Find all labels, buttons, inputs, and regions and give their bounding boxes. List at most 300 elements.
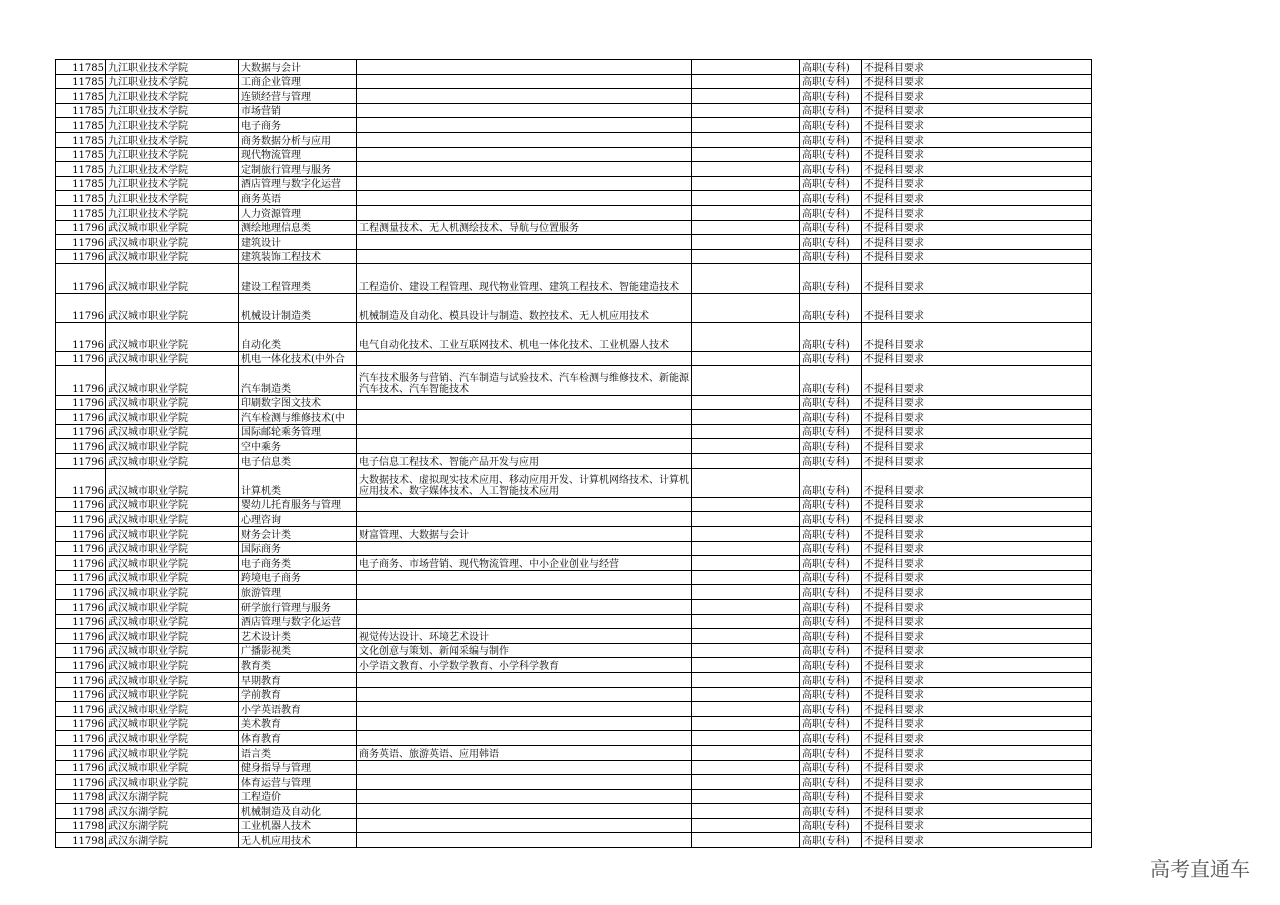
subject-requirement-cell: 不提科目要求	[862, 745, 1092, 760]
note-cell	[692, 293, 800, 322]
major-name-cell: 健身指导与管理	[239, 760, 357, 775]
subject-requirement-cell: 不提科目要求	[862, 103, 1092, 118]
level-cell: 高职(专科)	[800, 745, 862, 760]
included-majors-cell	[357, 789, 692, 804]
included-majors-cell	[357, 614, 692, 629]
school-name-cell: 武汉城市职业学院	[106, 220, 239, 235]
level-cell: 高职(专科)	[800, 74, 862, 89]
table-row	[56, 527, 1092, 542]
level-cell: 高职(专科)	[800, 585, 862, 600]
school-code-cell: 11796	[56, 293, 106, 322]
included-majors-cell	[357, 672, 692, 687]
table-row	[56, 702, 1092, 717]
major-name-cell: 测绘地理信息类	[239, 220, 357, 235]
school-code-cell: 11796	[56, 322, 106, 351]
note-cell	[692, 89, 800, 104]
major-name-cell: 艺术设计类	[239, 629, 357, 644]
school-code-cell: 11785	[56, 132, 106, 147]
subject-requirement-cell: 不提科目要求	[862, 643, 1092, 658]
note-cell	[692, 833, 800, 848]
level-cell: 高职(专科)	[800, 176, 862, 191]
major-name-cell: 汽车制造类	[239, 366, 357, 395]
table-row	[56, 789, 1092, 804]
subject-requirement-cell: 不提科目要求	[862, 147, 1092, 162]
note-cell	[692, 118, 800, 133]
included-majors-cell: 电子商务、市场营销、现代物流管理、中小企业创业与经营	[357, 556, 692, 571]
table-row	[56, 585, 1092, 600]
table-row	[56, 235, 1092, 250]
major-name-cell: 连锁经营与管理	[239, 89, 357, 104]
school-name-cell: 武汉城市职业学院	[106, 541, 239, 556]
table-row	[56, 249, 1092, 264]
subject-requirement-cell: 不提科目要求	[862, 585, 1092, 600]
note-cell	[692, 74, 800, 89]
note-cell	[692, 629, 800, 644]
table-row	[56, 804, 1092, 819]
included-majors-cell: 文化创意与策划、新闻采编与制作	[357, 643, 692, 658]
table-row	[56, 672, 1092, 687]
level-cell: 高职(专科)	[800, 249, 862, 264]
included-majors-cell: 小学语文教育、小学数学教育、小学科学教育	[357, 658, 692, 673]
included-majors-cell	[357, 818, 692, 833]
school-code-cell: 11796	[56, 570, 106, 585]
major-name-cell: 早期教育	[239, 672, 357, 687]
table-row	[56, 220, 1092, 235]
table-row	[56, 570, 1092, 585]
table-row	[56, 468, 1092, 497]
school-code-cell: 11796	[56, 497, 106, 512]
school-name-cell: 武汉城市职业学院	[106, 249, 239, 264]
school-name-cell: 武汉城市职业学院	[106, 556, 239, 571]
included-majors-cell	[357, 570, 692, 585]
table-row	[56, 424, 1092, 439]
school-code-cell: 11785	[56, 74, 106, 89]
table-row	[56, 351, 1092, 366]
major-name-cell: 体育运营与管理	[239, 775, 357, 790]
major-name-cell: 工商企业管理	[239, 74, 357, 89]
school-name-cell: 武汉东湖学院	[106, 804, 239, 819]
level-cell: 高职(专科)	[800, 599, 862, 614]
note-cell	[692, 60, 800, 75]
school-code-cell: 11796	[56, 585, 106, 600]
level-cell: 高职(专科)	[800, 687, 862, 702]
note-cell	[692, 818, 800, 833]
table-row	[56, 454, 1092, 469]
level-cell: 高职(专科)	[800, 497, 862, 512]
table-row	[56, 775, 1092, 790]
school-name-cell: 九江职业技术学院	[106, 191, 239, 206]
included-majors-cell	[357, 132, 692, 147]
major-name-cell: 旅游管理	[239, 585, 357, 600]
school-name-cell: 武汉城市职业学院	[106, 745, 239, 760]
table-row	[56, 132, 1092, 147]
note-cell	[692, 556, 800, 571]
subject-requirement-cell: 不提科目要求	[862, 833, 1092, 848]
note-cell	[692, 672, 800, 687]
level-cell: 高职(专科)	[800, 118, 862, 133]
subject-requirement-cell: 不提科目要求	[862, 731, 1092, 746]
school-code-cell: 11785	[56, 205, 106, 220]
level-cell: 高职(专科)	[800, 775, 862, 790]
school-name-cell: 九江职业技术学院	[106, 60, 239, 75]
level-cell: 高职(专科)	[800, 220, 862, 235]
school-name-cell: 武汉城市职业学院	[106, 629, 239, 644]
note-cell	[692, 454, 800, 469]
table-row	[56, 556, 1092, 571]
subject-requirement-cell: 不提科目要求	[862, 424, 1092, 439]
major-name-cell: 机电一体化技术(中外合	[239, 351, 357, 366]
school-code-cell: 11785	[56, 118, 106, 133]
table-row	[56, 264, 1092, 293]
note-cell	[692, 162, 800, 177]
included-majors-cell: 电子信息工程技术、智能产品开发与应用	[357, 454, 692, 469]
level-cell: 高职(专科)	[800, 103, 862, 118]
included-majors-cell: 电气自动化技术、工业互联网技术、机电一体化技术、工业机器人技术	[357, 322, 692, 351]
level-cell: 高职(专科)	[800, 162, 862, 177]
table-row	[56, 89, 1092, 104]
subject-requirement-cell: 不提科目要求	[862, 162, 1092, 177]
school-code-cell: 11798	[56, 833, 106, 848]
school-name-cell: 武汉东湖学院	[106, 818, 239, 833]
included-majors-cell	[357, 687, 692, 702]
level-cell: 高职(专科)	[800, 410, 862, 425]
table-row	[56, 439, 1092, 454]
table-row	[56, 658, 1092, 673]
major-name-cell: 印刷数字图文技术	[239, 395, 357, 410]
school-code-cell: 11796	[56, 745, 106, 760]
table-row	[56, 687, 1092, 702]
school-name-cell: 武汉城市职业学院	[106, 702, 239, 717]
school-code-cell: 11796	[56, 220, 106, 235]
level-cell: 高职(专科)	[800, 60, 862, 75]
table-row	[56, 541, 1092, 556]
level-cell: 高职(专科)	[800, 89, 862, 104]
included-majors-cell	[357, 599, 692, 614]
school-code-cell: 11785	[56, 103, 106, 118]
included-majors-cell	[357, 89, 692, 104]
level-cell: 高职(专科)	[800, 264, 862, 293]
table-row	[56, 205, 1092, 220]
school-name-cell: 武汉城市职业学院	[106, 366, 239, 395]
table-row	[56, 497, 1092, 512]
table-row	[56, 716, 1092, 731]
school-code-cell: 11785	[56, 176, 106, 191]
subject-requirement-cell: 不提科目要求	[862, 60, 1092, 75]
included-majors-cell	[357, 162, 692, 177]
level-cell: 高职(专科)	[800, 439, 862, 454]
note-cell	[692, 322, 800, 351]
note-cell	[692, 716, 800, 731]
included-majors-cell	[357, 191, 692, 206]
subject-requirement-cell: 不提科目要求	[862, 716, 1092, 731]
major-name-cell: 大数据与会计	[239, 60, 357, 75]
subject-requirement-cell: 不提科目要求	[862, 322, 1092, 351]
major-name-cell: 电子信息类	[239, 454, 357, 469]
included-majors-cell: 汽车技术服务与营销、汽车制造与试验技术、汽车检测与维修技术、新能源汽车技术、汽车智能技术	[357, 366, 692, 395]
note-cell	[692, 264, 800, 293]
included-majors-cell	[357, 60, 692, 75]
included-majors-cell	[357, 118, 692, 133]
note-cell	[692, 191, 800, 206]
major-name-cell: 汽车检测与维修技术(中	[239, 410, 357, 425]
major-name-cell: 机械制造及自动化	[239, 804, 357, 819]
school-name-cell: 武汉东湖学院	[106, 789, 239, 804]
table-row	[56, 60, 1092, 75]
school-code-cell: 11798	[56, 818, 106, 833]
note-cell	[692, 804, 800, 819]
major-name-cell: 空中乘务	[239, 439, 357, 454]
note-cell	[692, 220, 800, 235]
school-code-cell: 11796	[56, 672, 106, 687]
note-cell	[692, 760, 800, 775]
included-majors-cell: 大数据技术、虚拟现实技术应用、移动应用开发、计算机网络技术、计算机应用技术、数字媒体技术、人工智能技术应用	[357, 468, 692, 497]
school-code-cell: 11796	[56, 351, 106, 366]
included-majors-cell	[357, 541, 692, 556]
school-name-cell: 九江职业技术学院	[106, 118, 239, 133]
school-code-cell: 11785	[56, 147, 106, 162]
major-name-cell: 体育教育	[239, 731, 357, 746]
subject-requirement-cell: 不提科目要求	[862, 527, 1092, 542]
note-cell	[692, 424, 800, 439]
table-row	[56, 366, 1092, 395]
note-cell	[692, 541, 800, 556]
school-code-cell: 11796	[56, 658, 106, 673]
table-row	[56, 395, 1092, 410]
major-name-cell: 学前教育	[239, 687, 357, 702]
major-name-cell: 建筑装饰工程技术	[239, 249, 357, 264]
school-name-cell: 武汉城市职业学院	[106, 497, 239, 512]
major-name-cell: 建筑设计	[239, 235, 357, 250]
school-name-cell: 九江职业技术学院	[106, 74, 239, 89]
subject-requirement-cell: 不提科目要求	[862, 366, 1092, 395]
school-code-cell: 11796	[56, 731, 106, 746]
included-majors-cell	[357, 512, 692, 527]
table-row	[56, 512, 1092, 527]
major-name-cell: 机械设计制造类	[239, 293, 357, 322]
school-code-cell: 11796	[56, 556, 106, 571]
subject-requirement-cell: 不提科目要求	[862, 497, 1092, 512]
note-cell	[692, 775, 800, 790]
major-name-cell: 婴幼儿托育服务与管理	[239, 497, 357, 512]
level-cell: 高职(专科)	[800, 570, 862, 585]
major-name-cell: 心理咨询	[239, 512, 357, 527]
included-majors-cell	[357, 716, 692, 731]
major-name-cell: 酒店管理与数字化运营	[239, 614, 357, 629]
subject-requirement-cell: 不提科目要求	[862, 570, 1092, 585]
subject-requirement-cell: 不提科目要求	[862, 556, 1092, 571]
subject-requirement-cell: 不提科目要求	[862, 804, 1092, 819]
subject-requirement-cell: 不提科目要求	[862, 293, 1092, 322]
included-majors-cell: 商务英语、旅游英语、应用韩语	[357, 745, 692, 760]
school-name-cell: 武汉城市职业学院	[106, 322, 239, 351]
level-cell: 高职(专科)	[800, 235, 862, 250]
included-majors-cell	[357, 497, 692, 512]
school-name-cell: 九江职业技术学院	[106, 147, 239, 162]
school-name-cell: 武汉城市职业学院	[106, 570, 239, 585]
subject-requirement-cell: 不提科目要求	[862, 599, 1092, 614]
table-row	[56, 410, 1092, 425]
school-code-cell: 11796	[56, 527, 106, 542]
included-majors-cell	[357, 424, 692, 439]
school-name-cell: 武汉城市职业学院	[106, 293, 239, 322]
subject-requirement-cell: 不提科目要求	[862, 658, 1092, 673]
subject-requirement-cell: 不提科目要求	[862, 760, 1092, 775]
subject-requirement-cell: 不提科目要求	[862, 629, 1092, 644]
included-majors-cell	[357, 176, 692, 191]
table-row	[56, 614, 1092, 629]
subject-requirement-cell: 不提科目要求	[862, 818, 1092, 833]
included-majors-cell: 视觉传达设计、环境艺术设计	[357, 629, 692, 644]
school-code-cell: 11796	[56, 410, 106, 425]
school-code-cell: 11796	[56, 599, 106, 614]
school-name-cell: 武汉城市职业学院	[106, 468, 239, 497]
level-cell: 高职(专科)	[800, 366, 862, 395]
included-majors-cell: 财富管理、大数据与会计	[357, 527, 692, 542]
major-name-cell: 国际商务	[239, 541, 357, 556]
level-cell: 高职(专科)	[800, 395, 862, 410]
school-code-cell: 11796	[56, 468, 106, 497]
major-name-cell: 无人机应用技术	[239, 833, 357, 848]
table-row	[56, 322, 1092, 351]
level-cell: 高职(专科)	[800, 614, 862, 629]
major-name-cell: 国际邮轮乘务管理	[239, 424, 357, 439]
school-code-cell: 11796	[56, 716, 106, 731]
school-name-cell: 九江职业技术学院	[106, 162, 239, 177]
included-majors-cell	[357, 439, 692, 454]
level-cell: 高职(专科)	[800, 293, 862, 322]
school-name-cell: 武汉城市职业学院	[106, 672, 239, 687]
major-name-cell: 市场营销	[239, 103, 357, 118]
school-name-cell: 九江职业技术学院	[106, 132, 239, 147]
school-code-cell: 11785	[56, 89, 106, 104]
subject-requirement-cell: 不提科目要求	[862, 512, 1092, 527]
included-majors-cell	[357, 760, 692, 775]
major-name-cell: 计算机类	[239, 468, 357, 497]
school-code-cell: 11796	[56, 264, 106, 293]
note-cell	[692, 643, 800, 658]
note-cell	[692, 235, 800, 250]
school-name-cell: 武汉城市职业学院	[106, 527, 239, 542]
school-code-cell: 11796	[56, 541, 106, 556]
table-row	[56, 760, 1092, 775]
level-cell: 高职(专科)	[800, 804, 862, 819]
level-cell: 高职(专科)	[800, 527, 862, 542]
note-cell	[692, 687, 800, 702]
school-code-cell: 11798	[56, 804, 106, 819]
included-majors-cell	[357, 702, 692, 717]
included-majors-cell	[357, 585, 692, 600]
level-cell: 高职(专科)	[800, 789, 862, 804]
school-name-cell: 武汉城市职业学院	[106, 439, 239, 454]
school-name-cell: 武汉城市职业学院	[106, 454, 239, 469]
included-majors-cell	[357, 351, 692, 366]
subject-requirement-cell: 不提科目要求	[862, 74, 1092, 89]
school-code-cell: 11796	[56, 512, 106, 527]
subject-requirement-cell: 不提科目要求	[862, 132, 1092, 147]
level-cell: 高职(专科)	[800, 468, 862, 497]
school-code-cell: 11796	[56, 366, 106, 395]
school-code-cell: 11796	[56, 439, 106, 454]
included-majors-cell	[357, 147, 692, 162]
major-name-cell: 电子商务类	[239, 556, 357, 571]
table-row	[56, 103, 1092, 118]
major-name-cell: 研学旅行管理与服务	[239, 599, 357, 614]
school-code-cell: 11796	[56, 760, 106, 775]
major-name-cell: 财务会计类	[239, 527, 357, 542]
school-name-cell: 九江职业技术学院	[106, 89, 239, 104]
school-code-cell: 11796	[56, 424, 106, 439]
major-name-cell: 广播影视类	[239, 643, 357, 658]
school-name-cell: 九江职业技术学院	[106, 205, 239, 220]
school-name-cell: 武汉城市职业学院	[106, 410, 239, 425]
major-name-cell: 人力资源管理	[239, 205, 357, 220]
level-cell: 高职(专科)	[800, 147, 862, 162]
subject-requirement-cell: 不提科目要求	[862, 395, 1092, 410]
note-cell	[692, 614, 800, 629]
table-row	[56, 818, 1092, 833]
note-cell	[692, 410, 800, 425]
school-code-cell: 11796	[56, 775, 106, 790]
subject-requirement-cell: 不提科目要求	[862, 249, 1092, 264]
level-cell: 高职(专科)	[800, 322, 862, 351]
major-name-cell: 电子商务	[239, 118, 357, 133]
included-majors-cell	[357, 249, 692, 264]
subject-requirement-cell: 不提科目要求	[862, 614, 1092, 629]
table-row	[56, 147, 1092, 162]
major-name-cell: 商务英语	[239, 191, 357, 206]
subject-requirement-cell: 不提科目要求	[862, 351, 1092, 366]
table-row	[56, 745, 1092, 760]
level-cell: 高职(专科)	[800, 512, 862, 527]
note-cell	[692, 147, 800, 162]
major-name-cell: 教育类	[239, 658, 357, 673]
level-cell: 高职(专科)	[800, 818, 862, 833]
school-name-cell: 武汉城市职业学院	[106, 614, 239, 629]
major-name-cell: 定制旅行管理与服务	[239, 162, 357, 177]
school-code-cell: 11796	[56, 454, 106, 469]
table-row	[56, 731, 1092, 746]
school-name-cell: 武汉城市职业学院	[106, 760, 239, 775]
level-cell: 高职(专科)	[800, 760, 862, 775]
major-name-cell: 现代物流管理	[239, 147, 357, 162]
subject-requirement-cell: 不提科目要求	[862, 176, 1092, 191]
note-cell	[692, 351, 800, 366]
subject-requirement-cell: 不提科目要求	[862, 220, 1092, 235]
major-name-cell: 酒店管理与数字化运营	[239, 176, 357, 191]
subject-requirement-cell: 不提科目要求	[862, 439, 1092, 454]
subject-requirement-cell: 不提科目要求	[862, 687, 1092, 702]
major-name-cell: 自动化类	[239, 322, 357, 351]
level-cell: 高职(专科)	[800, 643, 862, 658]
table-row	[56, 176, 1092, 191]
subject-requirement-cell: 不提科目要求	[862, 468, 1092, 497]
included-majors-cell	[357, 775, 692, 790]
note-cell	[692, 570, 800, 585]
level-cell: 高职(专科)	[800, 424, 862, 439]
school-name-cell: 九江职业技术学院	[106, 176, 239, 191]
major-name-cell: 美术教育	[239, 716, 357, 731]
table-body	[56, 60, 1092, 848]
included-majors-cell	[357, 410, 692, 425]
included-majors-cell: 工程测量技术、无人机测绘技术、导航与位置服务	[357, 220, 692, 235]
subject-requirement-cell: 不提科目要求	[862, 118, 1092, 133]
included-majors-cell	[357, 395, 692, 410]
note-cell	[692, 731, 800, 746]
table-row	[56, 118, 1092, 133]
level-cell: 高职(专科)	[800, 658, 862, 673]
school-name-cell: 武汉城市职业学院	[106, 512, 239, 527]
table-row	[56, 629, 1092, 644]
